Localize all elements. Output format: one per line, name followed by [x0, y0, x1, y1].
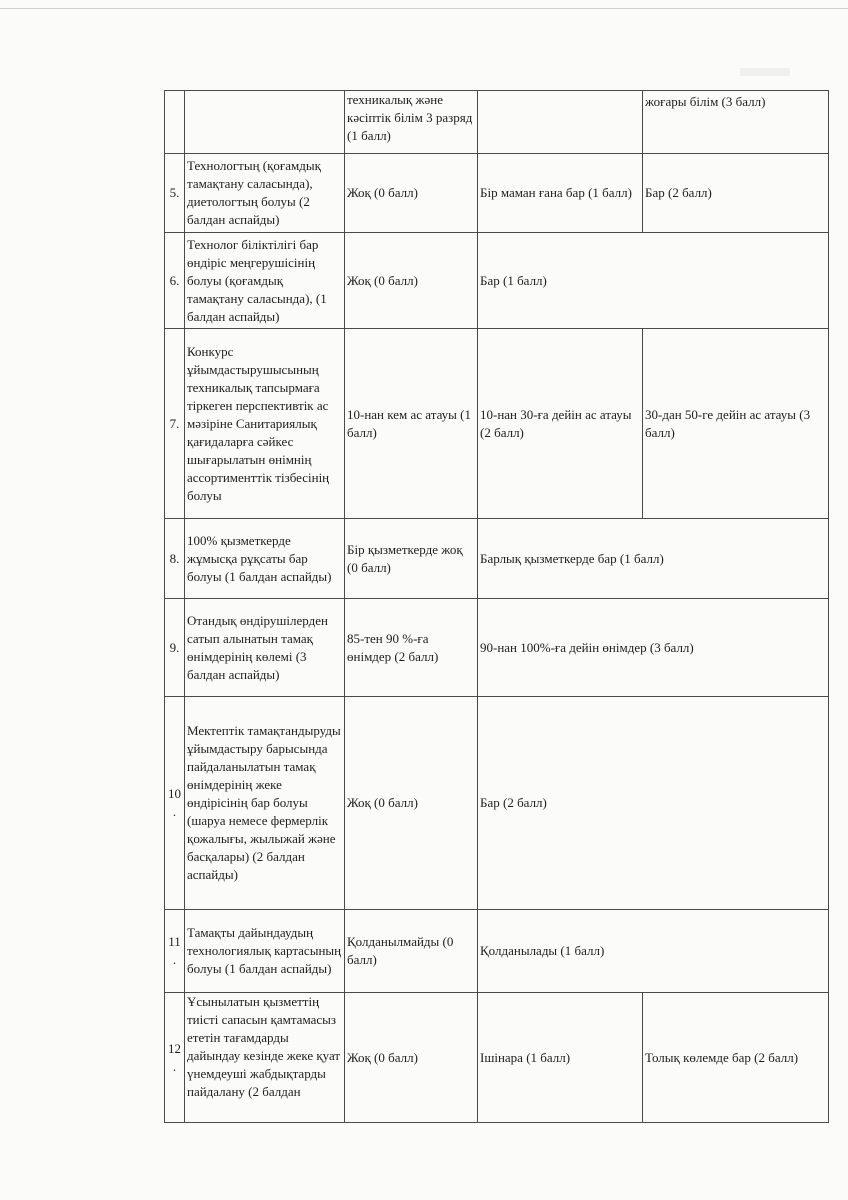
row-number: 8. — [165, 519, 185, 599]
criterion-cell — [185, 91, 345, 154]
row-number: 7. — [165, 329, 185, 519]
table-row — [165, 993, 829, 1123]
row-number: 11. — [165, 910, 185, 993]
score-option-cell: Ішінара (1 балл) — [478, 993, 643, 1123]
table-row — [165, 519, 829, 599]
score-option-cell: 30-дан 50-ге дейін ас атауы (3 балл) — [643, 329, 829, 519]
score-option-cell: 10-нан 30-ға дейін ас атауы (2 балл) — [478, 329, 643, 519]
table-row — [165, 154, 829, 233]
score-option-cell: 90-нан 100%-ға дейін өнімдер (3 балл) — [478, 599, 829, 697]
score-option-cell: техникалық және кәсіптік білім 3 разряд (1 балл) — [345, 91, 478, 154]
criterion-cell: Технолог біліктілігі бар өндіріс меңгерушісінің болуы (қоғамдық тамақтану саласында), (1 балдан аспайды) — [185, 233, 345, 329]
scan-top-edge-line — [0, 8, 848, 9]
criterion-cell: 100% қызметкерде жұмысқа рұқсаты бар болуы (1 балдан аспайды) — [185, 519, 345, 599]
table-row — [165, 697, 829, 910]
criterion-cell: Технологтың (қоғамдық тамақтану саласында), диетологтың болуы (2 балдан аспайды) — [185, 154, 345, 233]
criterion-cell: Мектептік тамақтандыруды ұйымдастыру барысында пайдаланылатын тамақ өнімдерінің жеке өндірісінің бар болуы (шаруа немесе фермерлік қожалығы, жылыжай және басқалары) (2 балдан аспайды) — [185, 697, 345, 910]
score-option-cell: Барлық қызметкерде бар (1 балл) — [478, 519, 829, 599]
score-option-cell: 10-нан кем ас атауы (1 балл) — [345, 329, 478, 519]
criterion-cell: Тамақты дайындаудың технологиялық картасының болуы (1 балдан аспайды) — [185, 910, 345, 993]
score-option-cell: Қолданылмайды (0 балл) — [345, 910, 478, 993]
table-row — [165, 233, 829, 329]
scan-artifact — [740, 68, 790, 76]
score-option-cell: жоғары білім (3 балл) — [643, 91, 829, 154]
table-row — [165, 599, 829, 697]
row-number: 10. — [165, 697, 185, 910]
score-option-cell: Бар (2 балл) — [478, 697, 829, 910]
row-number: 9. — [165, 599, 185, 697]
scoring-criteria-table — [164, 90, 829, 1123]
score-option-cell: Бар (2 балл) — [643, 154, 829, 233]
criterion-cell: Ұсынылатын қызметтің тиісті сапасын қамтамасыз ететін тағамдарды дайындау кезінде жеке қуат үнемдеуші жабдықтарды пайдалану (2 балдан — [185, 993, 345, 1123]
row-number: 5. — [165, 154, 185, 233]
table-row — [165, 91, 829, 154]
score-option-cell: Бір маман ғана бар (1 балл) — [478, 154, 643, 233]
row-number: 12. — [165, 993, 185, 1123]
score-option-cell: Жоқ (0 балл) — [345, 154, 478, 233]
score-option-cell: Жоқ (0 балл) — [345, 697, 478, 910]
score-option-cell — [478, 91, 643, 154]
score-option-cell: Бір қызметкерде жоқ (0 балл) — [345, 519, 478, 599]
score-option-cell: Жоқ (0 балл) — [345, 233, 478, 329]
score-option-cell: Жоқ (0 балл) — [345, 993, 478, 1123]
criterion-cell: Отандық өндірушілерден сатып алынатын тамақ өнімдерінің көлемі (3 балдан аспайды) — [185, 599, 345, 697]
table-row — [165, 329, 829, 519]
criterion-cell: Конкурс ұйымдастырушысының техникалық тапсырмаға тіркеген перспективтік ас мәзіріне Санитариялық қағидаларға сәйкес шығарылатын өнімнің ассортименттік тізбесінің болуы — [185, 329, 345, 519]
row-number — [165, 91, 185, 154]
row-number: 6. — [165, 233, 185, 329]
score-option-cell: Толық көлемде бар (2 балл) — [643, 993, 829, 1123]
score-option-cell: Қолданылады (1 балл) — [478, 910, 829, 993]
score-option-cell: Бар (1 балл) — [478, 233, 829, 329]
table-row — [165, 910, 829, 993]
score-option-cell: 85-тен 90 %-ға өнімдер (2 балл) — [345, 599, 478, 697]
